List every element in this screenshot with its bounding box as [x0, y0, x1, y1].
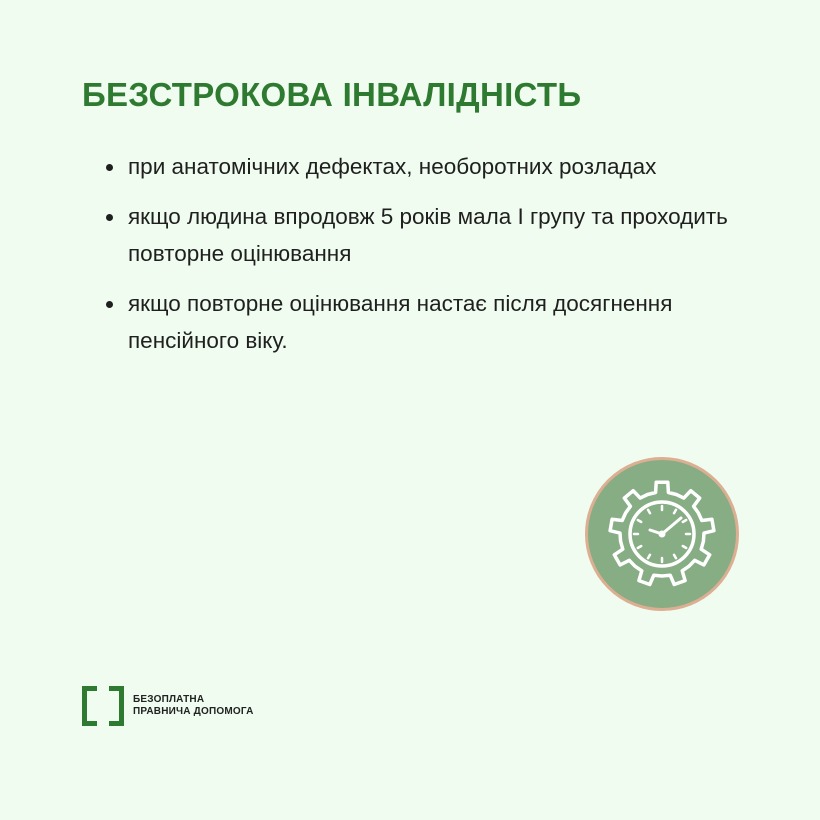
clock-tick [638, 546, 641, 548]
logo-text [133, 694, 254, 718]
list-item [106, 148, 746, 185]
gear-clock-badge [585, 457, 739, 611]
clock-tick [648, 555, 650, 558]
gear-clock-icon [588, 460, 736, 608]
list-item-text: якщо людина впродовж 5 років мала І групу та проходить повторне оцінювання [128, 204, 728, 266]
list-item [106, 285, 746, 359]
logo [82, 686, 254, 726]
bullet-icon [106, 301, 113, 308]
clock-tick [683, 520, 686, 522]
logo-bracket-right [109, 686, 124, 726]
list-item [106, 198, 746, 272]
clock-tick [648, 510, 650, 513]
clock-tick [683, 546, 686, 548]
logo-line1: БЕЗОПЛАТНА [133, 694, 205, 705]
logo-bracket-left [82, 686, 97, 726]
bullet-icon [106, 214, 113, 221]
list-item-text: якщо повторне оцінювання настає після досягнення пенсійного віку. [128, 291, 673, 353]
list-item-text: при анатомічних дефектах, необоротних розладах [128, 154, 657, 179]
clock-tick [638, 520, 641, 522]
page-title: БЕЗСТРОКОВА ІНВАЛІДНІСТЬ [82, 76, 582, 113]
logo-line2: ПРАВНИЧА ДОПОМОГА [133, 706, 254, 717]
bullet-icon [106, 164, 113, 171]
bullet-list [106, 148, 746, 372]
clock-tick [674, 555, 676, 558]
clock-tick [674, 510, 676, 513]
